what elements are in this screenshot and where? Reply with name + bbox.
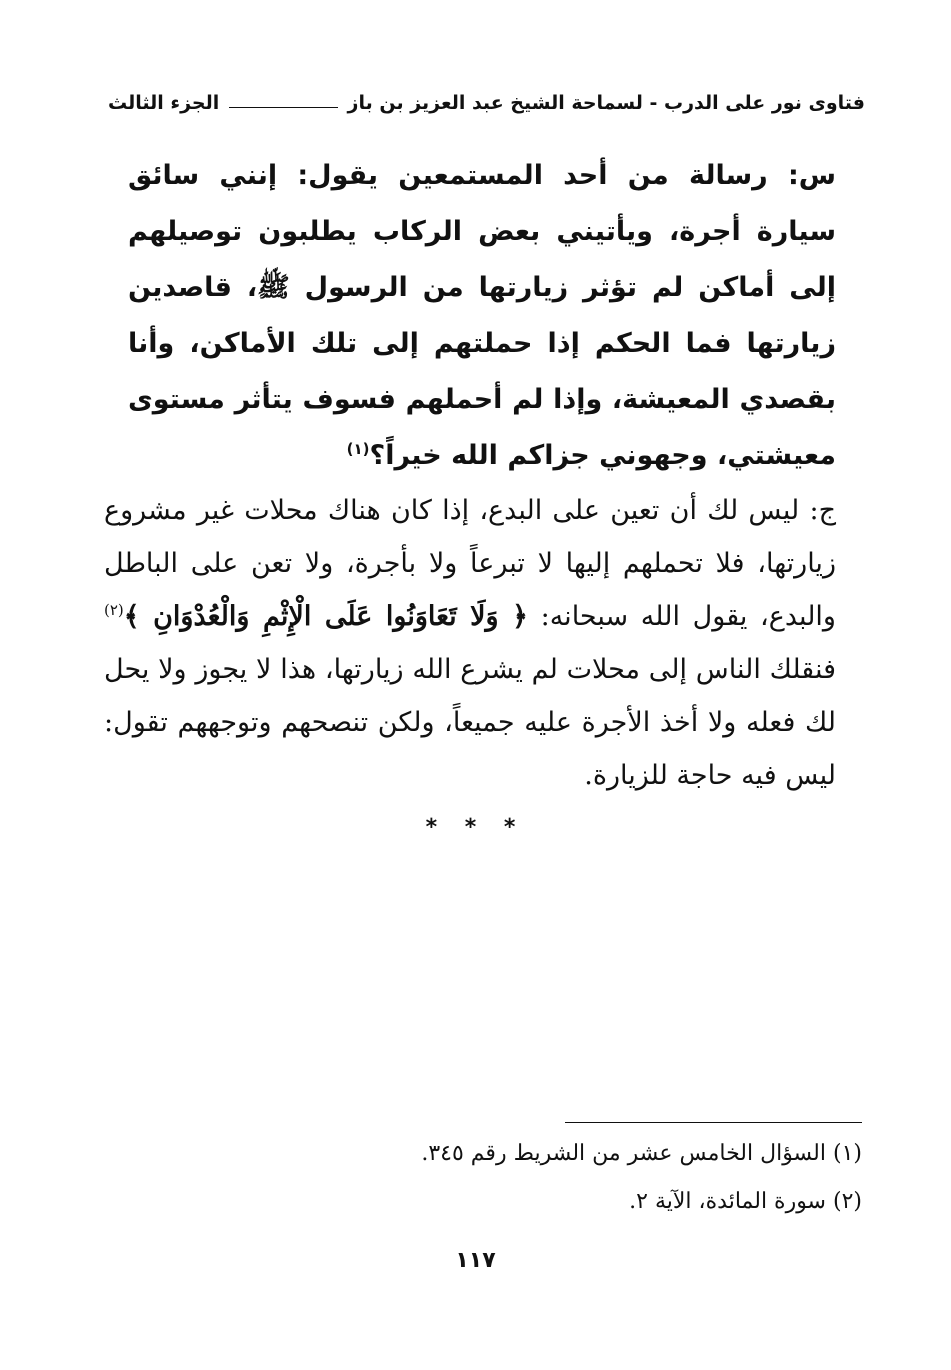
book-title: فتاوى نور على الدرب - لسماحة الشيخ عبد العزيز بن باز [347,92,865,114]
answer-label: ج: [809,495,836,526]
question-footnote-mark: (١) [346,440,370,458]
question-paragraph [128,148,836,484]
page-number: ١١٧ [455,1248,496,1273]
footnotes [200,1130,862,1226]
header-rule [229,107,337,108]
section-divider: * * * [425,815,526,840]
verse-footnote-mark: (٢) [104,601,124,619]
question-text: رسالة من أحد المستمعين يقول: إنني سائق سيارة أجرة، ويأتيني بعض الركاب يطلبون توصيلهم إلى أماكن لم تؤثر زيارتها من الرسول ﷺ، قاصدين زيارتها فما الحكم إذا حملتهم إلى تلك الأماكن، وأنا بقصدي المعيشة، وإذا لم أحملهم فسوف يتأثر مستوى معيشتي، وجهوني جزاكم الله خيراً؟ [128,160,836,471]
footnote-rule [565,1122,862,1123]
footnote-2: (٢) سورة المائدة، الآية ٢. [629,1189,862,1214]
question-label: س: [787,160,836,191]
answer-text-after-verse: فنقلك الناس إلى محلات لم يشرع الله زيارتها، هذا لا يجوز ولا يحل لك فعله ولا أخذ الأجرة عليه جميعاً، ولكن تنصحهم وتوجههم تقول: ليس فيه حاجة للزيارة. [104,654,836,791]
part-label: الجزء الثالث [108,92,220,114]
quran-verse: ﴿ وَلَا تَعَاوَنُوا عَلَى الْإِثْمِ وَالْعُدْوَانِ ﴾ [123,601,528,632]
answer-text-before-verse: ليس لك أن تعين على البدع، إذا كان هناك محلات غير مشروع زيارتها، فلا تحملهم إليها لا تبرعاً ولا بأجرة، ولا تعن على الباطل والبدع، يقول الله سبحانه: [104,495,836,632]
answer-paragraph [104,484,836,802]
running-header [108,86,865,120]
footnote-1: (١) السؤال الخامس عشر من الشريط رقم ٣٤٥. [421,1141,862,1166]
